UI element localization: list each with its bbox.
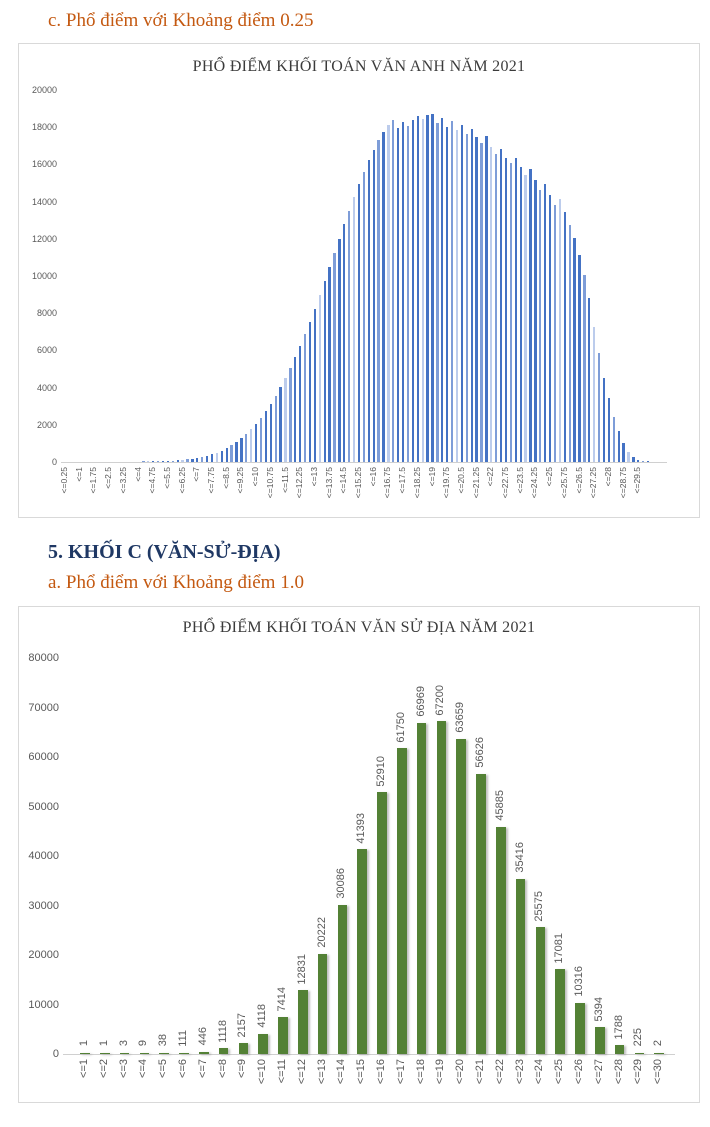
x-tick-label: <=27.25 (588, 467, 599, 499)
x-tick-label: <=7 (196, 1059, 209, 1078)
histogram-bar (162, 461, 164, 462)
histogram-bar (324, 281, 326, 462)
y-tick-label: 20000 (28, 949, 59, 961)
x-tick-label: <=19.75 (441, 467, 452, 499)
histogram-bar (387, 125, 389, 462)
x-tick-label: <=28 (612, 1059, 625, 1085)
histogram-bar (226, 448, 228, 462)
x-tick-label: <=13.75 (323, 467, 334, 499)
x-tick-label: <=10 (250, 467, 261, 487)
bar-value-label: 1 (97, 1040, 110, 1047)
bar-value-label: 3 (117, 1040, 130, 1047)
x-tick-label: <=25 (544, 467, 555, 487)
y-tick-label: 2000 (36, 419, 57, 430)
x-tick-label: <=22.75 (500, 467, 510, 499)
x-tick-label: <=13 (315, 1059, 328, 1085)
bar-<=3 (120, 1053, 130, 1055)
y-tick-label: 80000 (28, 652, 59, 664)
histogram-bar (304, 334, 306, 462)
histogram-bar (230, 445, 232, 462)
histogram-bar (186, 459, 188, 462)
bar-value-label: 446 (196, 1027, 209, 1046)
y-tick-label: 4000 (36, 382, 57, 393)
histogram-bar (250, 429, 252, 462)
histogram-bar (265, 411, 267, 462)
x-tick-label: <=4 (137, 1059, 150, 1078)
histogram-bar (559, 199, 561, 462)
y-tick-label: 50000 (28, 800, 59, 813)
histogram-bar (240, 438, 242, 462)
bar-value-label: 41393 (355, 812, 368, 844)
bar-<=29 (635, 1053, 645, 1055)
x-tick-label: <=3 (117, 1059, 130, 1078)
y-tick-label: 70000 (28, 701, 59, 714)
x-tick-label: <=1.75 (88, 467, 99, 494)
x-tick-label: <=14.5 (338, 467, 349, 494)
bar-value-label: 25575 (533, 890, 546, 922)
histogram-bar (534, 180, 536, 462)
histogram-bar (446, 127, 448, 462)
x-tick-label: <=15 (355, 1059, 368, 1085)
histogram-bar (637, 460, 639, 462)
histogram-bar (417, 116, 419, 462)
histogram-bar (544, 184, 546, 462)
histogram-bar (632, 457, 634, 462)
histogram-bar (142, 461, 144, 462)
y-tick-label: 40000 (28, 850, 59, 862)
bar-value-label: 2157 (236, 1012, 249, 1038)
histogram-bar (172, 461, 174, 462)
histogram-bar (529, 169, 531, 462)
x-tick-label: <=7.75 (206, 467, 216, 494)
x-tick-label: <=11.5 (279, 467, 290, 493)
histogram-bar (177, 460, 179, 462)
x-tick-label: <=25 (553, 1059, 566, 1085)
x-tick-label: <=2.5 (103, 467, 114, 489)
histogram-bar (412, 120, 414, 462)
x-tick-label: <=16.75 (382, 467, 393, 499)
bar-value-label: 45885 (493, 790, 506, 821)
bar-value-label: 1 (78, 1040, 90, 1047)
x-tick-label: <=15.25 (353, 467, 363, 499)
histogram-bar (348, 211, 350, 462)
histogram-bar (152, 461, 154, 462)
bar-value-label: 35416 (513, 842, 526, 873)
y-tick-label: 12000 (31, 233, 57, 244)
histogram-bar (363, 172, 365, 462)
x-tick-label: <=30 (652, 1059, 665, 1085)
x-tick-label: <=27 (592, 1059, 605, 1085)
histogram-bar (358, 184, 360, 462)
x-axis-line (63, 1054, 675, 1055)
bar-<=21 (476, 774, 486, 1054)
histogram-bar (622, 443, 624, 462)
x-tick-label: <=16 (367, 467, 378, 487)
histogram-bar (647, 461, 649, 462)
bar-value-label: 4118 (256, 1003, 269, 1028)
bar-<=17 (397, 748, 407, 1054)
histogram-bar (436, 123, 438, 462)
histogram-bar (211, 454, 213, 462)
x-tick-label: <=24 (533, 1059, 546, 1085)
x-tick-label: <=6 (177, 1059, 189, 1078)
x-tick-label: <=21 (474, 1059, 486, 1085)
histogram-bar (299, 346, 301, 462)
histogram-bar (505, 158, 507, 462)
bar-value-label: 5394 (592, 996, 605, 1022)
bar-<=5 (159, 1053, 169, 1055)
x-tick-label: <=11 (276, 1059, 288, 1084)
histogram-bar (201, 457, 203, 462)
x-tick-label: <=20 (454, 1059, 467, 1085)
bar-<=26 (575, 1003, 585, 1054)
histogram-bar (578, 255, 580, 462)
bar-<=13 (318, 954, 328, 1054)
histogram-bar (147, 461, 149, 462)
histogram-bar (206, 456, 208, 462)
histogram-bar (549, 195, 551, 462)
bar-<=19 (437, 721, 447, 1054)
y-tick-label: 10000 (31, 271, 57, 281)
x-tick-label: <=18.25 (411, 467, 422, 499)
histogram-bar (245, 434, 247, 462)
bar-value-label: 52910 (375, 755, 387, 787)
x-tick-label: <=9 (236, 1059, 249, 1078)
chart1-plot (19, 44, 699, 517)
x-tick-label: <=26 (573, 1059, 585, 1085)
x-tick-label: <=22 (493, 1059, 506, 1085)
histogram-bar (167, 461, 169, 462)
histogram-bar (608, 398, 610, 462)
chart-khoi-toan-van-su-dia (18, 606, 700, 1103)
chart1-title: PHỔ ĐIỂM KHỐI TOÁN VĂN ANH NĂM 2021 (192, 58, 526, 75)
bar-<=14 (338, 905, 348, 1054)
histogram-bar (279, 387, 281, 462)
histogram-bar (490, 147, 492, 462)
heading-khoang-diem-10: a. Phổ điểm với Khoảng điểm 1.0 (48, 572, 304, 593)
histogram-bar (569, 225, 571, 462)
bar-<=23 (516, 879, 526, 1054)
heading-khoi-c: 5. KHỐI C (VĂN-SỬ-ĐỊA) (48, 541, 281, 563)
histogram-bar (588, 298, 590, 462)
x-tick-label: <=20.5 (455, 467, 466, 494)
bar-value-label: 63659 (454, 702, 467, 733)
bar-value-label: 7414 (276, 986, 288, 1012)
x-tick-label: <=7 (191, 467, 202, 482)
x-tick-label: <=4 (132, 467, 143, 482)
x-tick-label: <=3.25 (117, 467, 128, 494)
histogram-bar (328, 267, 330, 462)
y-tick-label: 16000 (31, 159, 57, 170)
bar-value-label: 66969 (414, 685, 427, 717)
histogram-bar (456, 130, 458, 462)
histogram-bar (284, 378, 286, 462)
x-tick-label: <=9.25 (235, 467, 246, 494)
bar-<=28 (615, 1045, 625, 1054)
bar-value-label: 17081 (553, 932, 566, 964)
x-tick-label: <=21.25 (470, 467, 481, 499)
histogram-bar (294, 357, 296, 462)
bar-value-label: 67200 (434, 684, 447, 716)
histogram-bar (642, 461, 644, 462)
histogram-bar (191, 459, 193, 462)
histogram-bar (373, 150, 375, 462)
bar-<=7 (199, 1052, 209, 1054)
x-tick-label: <=12.25 (294, 467, 305, 499)
bar-<=15 (357, 849, 367, 1054)
histogram-bar (314, 309, 316, 462)
histogram-bar (377, 140, 379, 462)
x-tick-label: <=13 (308, 467, 319, 487)
bar-<=18 (417, 723, 427, 1054)
chart-khoi-toan-van-anh (18, 43, 700, 518)
histogram-bar (554, 205, 556, 462)
histogram-bar (255, 424, 257, 462)
x-tick-label: <=6.25 (176, 467, 187, 494)
x-tick-label: <=12 (295, 1059, 308, 1085)
x-tick-label: <=4.75 (147, 467, 158, 494)
bar-value-label: 30086 (335, 868, 348, 900)
bar-value-label: 2 (652, 1040, 665, 1047)
y-tick-label: 14000 (31, 196, 57, 207)
x-tick-label: <=14 (335, 1059, 348, 1085)
bar-value-label: 1788 (612, 1014, 625, 1040)
histogram-bar (539, 190, 541, 462)
histogram-bar (235, 442, 237, 462)
histogram-bar (573, 238, 575, 462)
bar-<=12 (298, 990, 308, 1054)
x-tick-label: <=10 (256, 1059, 269, 1085)
bar-<=2 (100, 1053, 110, 1055)
x-tick-label: <=1 (78, 1059, 90, 1078)
bar-value-label: 9 (137, 1040, 150, 1047)
histogram-bar (520, 167, 522, 462)
y-tick-label: 8000 (36, 308, 57, 319)
bar-value-label: 38 (157, 1034, 170, 1047)
bar-value-label: 225 (632, 1028, 645, 1047)
bar-<=4 (140, 1053, 150, 1055)
x-tick-label: <=17.5 (397, 467, 408, 494)
histogram-bar (466, 134, 468, 462)
bar-<=24 (536, 927, 546, 1054)
histogram-bar (618, 431, 620, 462)
x-tick-label: <=5.5 (161, 467, 172, 489)
histogram-bar (471, 129, 473, 462)
histogram-bar (515, 158, 517, 462)
x-tick-label: <=23 (513, 1059, 526, 1085)
bar-<=25 (555, 969, 565, 1054)
x-tick-label: <=0.25 (59, 467, 69, 494)
histogram-bar (397, 128, 399, 462)
x-tick-label: <=17 (394, 1059, 407, 1085)
x-tick-label: <=29 (632, 1059, 645, 1085)
chart2-plot (19, 607, 699, 1102)
bar-value-label: 56626 (474, 737, 486, 768)
bar-value-label: 12831 (295, 953, 308, 985)
x-tick-label: <=29.5 (632, 467, 643, 494)
histogram-bar (407, 126, 409, 462)
bar-<=1 (80, 1053, 90, 1055)
histogram-bar (603, 378, 605, 462)
x-tick-label: <=8.5 (220, 467, 231, 489)
bar-<=11 (278, 1017, 288, 1054)
x-tick-label: <=19 (434, 1059, 447, 1085)
histogram-bar (627, 452, 629, 462)
histogram-bar (382, 132, 384, 462)
x-tick-label: <=28 (602, 467, 613, 487)
x-tick-label: <=24.25 (529, 467, 540, 499)
bar-value-label: 111 (177, 1029, 189, 1047)
x-tick-label: <=1 (73, 467, 84, 482)
histogram-bar (485, 136, 487, 462)
histogram-bar (275, 396, 277, 462)
bar-value-label: 20222 (315, 917, 328, 948)
histogram-bar (583, 275, 585, 462)
y-tick-label: 6000 (36, 345, 57, 356)
bar-value-label: 10316 (573, 966, 585, 997)
chart2-title: PHỔ ĐIỂM KHỐI TOÁN VĂN SỬ ĐỊA NĂM 2021 (182, 619, 536, 636)
bar-value-label: 61750 (394, 711, 407, 743)
y-tick-label: 30000 (28, 899, 59, 912)
x-tick-label: <=8 (216, 1059, 229, 1078)
histogram-bar (510, 163, 512, 462)
histogram-bar (524, 175, 526, 462)
histogram-bar (343, 224, 345, 462)
y-tick-label: 0 (51, 457, 57, 467)
histogram-bar (564, 212, 566, 462)
bar-<=27 (595, 1027, 605, 1054)
histogram-bar (500, 149, 502, 462)
histogram-bar (338, 239, 340, 462)
x-tick-label: <=5 (157, 1059, 170, 1078)
histogram-bar (495, 154, 497, 462)
histogram-bar (157, 461, 159, 462)
x-tick-label: <=16 (375, 1059, 387, 1085)
histogram-bar (221, 451, 223, 462)
x-tick-label: <=19 (426, 467, 437, 487)
histogram-bar (319, 295, 321, 462)
bar-<=9 (239, 1043, 249, 1054)
histogram-bar (441, 118, 443, 462)
x-tick-label: <=25.75 (558, 467, 569, 499)
histogram-bar (368, 160, 370, 462)
x-tick-label: <=22 (485, 467, 496, 487)
histogram-bar (426, 115, 428, 462)
histogram-bar (422, 119, 424, 462)
bar-<=16 (377, 792, 387, 1054)
histogram-bar (613, 417, 615, 462)
histogram-bar (353, 197, 355, 462)
bar-value-label: 1118 (216, 1019, 229, 1043)
histogram-bar (333, 253, 335, 462)
bar-<=20 (456, 739, 466, 1054)
y-tick-label: 18000 (31, 122, 57, 133)
histogram-bar (480, 143, 482, 462)
histogram-bar (402, 122, 404, 462)
x-tick-label: <=10.75 (264, 467, 275, 499)
histogram-bar (475, 137, 477, 462)
bar-<=6 (179, 1053, 189, 1055)
histogram-bar (392, 120, 394, 462)
histogram-bar (461, 125, 463, 462)
histogram-bar (196, 458, 198, 462)
bar-<=30 (654, 1053, 664, 1055)
histogram-bar (270, 404, 272, 462)
y-tick-label: 20000 (31, 85, 57, 95)
histogram-bar (451, 121, 453, 462)
x-tick-label: <=2 (97, 1059, 110, 1078)
bar-<=22 (496, 827, 506, 1054)
bar-<=8 (219, 1048, 229, 1054)
histogram-bar (260, 418, 262, 462)
x-tick-label: <=26.5 (573, 467, 584, 494)
histogram-bar (181, 460, 183, 462)
y-tick-label: 0 (52, 1048, 59, 1060)
y-tick-label: 60000 (28, 751, 59, 763)
histogram-bar (431, 114, 433, 462)
histogram-bar (216, 453, 218, 462)
heading-khoang-diem-025: c. Phổ điểm với Khoảng điểm 0.25 (48, 10, 314, 31)
histogram-bar (593, 327, 595, 462)
x-tick-label: <=28.75 (617, 467, 628, 499)
bar-<=10 (258, 1034, 268, 1054)
histogram-bar (309, 322, 311, 462)
x-tick-label: <=18 (414, 1059, 427, 1085)
histogram-bar (598, 353, 600, 462)
y-tick-label: 10000 (28, 998, 59, 1011)
histogram-bar (289, 368, 291, 462)
x-tick-label: <=23.5 (514, 467, 525, 494)
x-axis-line (61, 462, 667, 463)
